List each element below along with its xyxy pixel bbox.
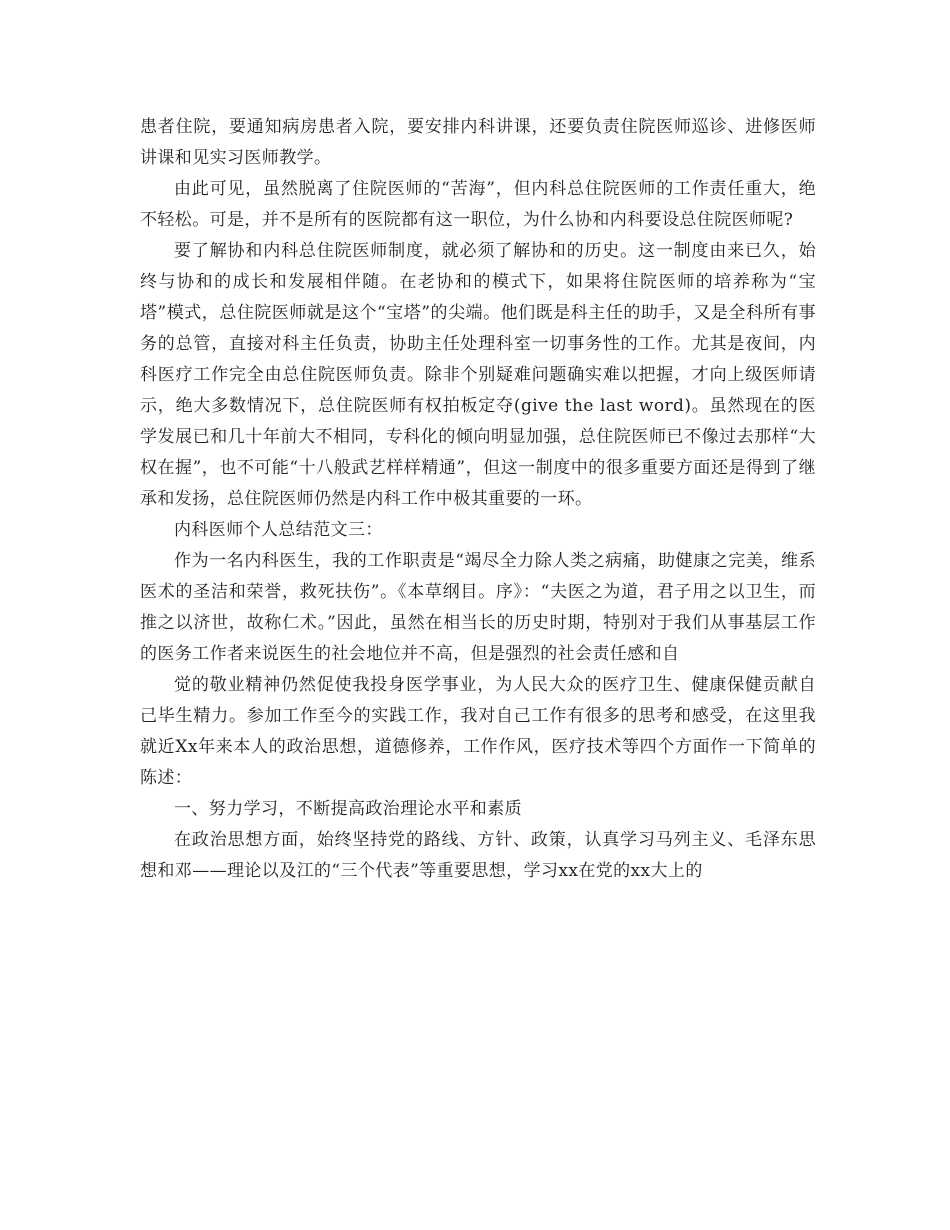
paragraph-6: 在政治思想方面，始终坚持党的路线、方针、政策，认真学习马列主义、毛泽东思想和邓——理论以及江的“三个代表”等重要思想，学习xx在党的xx大上的 xyxy=(140,830,816,881)
section-heading-study: 一、努力学习，不断提高政治理论水平和素质 xyxy=(174,799,522,819)
paragraph-5: 觉的敬业精神仍然促使我投身医学事业，为人民大众的医疗卫生、健康保健贡献自己毕生精力。参加工作至今的实践工作，我对自己工作有很多的思考和感受，在这里我就近Xx年来本人的政治思想，道德修养，工作作风，医疗技术等四个方面作一下简单的陈述： xyxy=(140,675,816,788)
paragraph-4: 作为一名内科医生，我的工作职责是“竭尽全力除人类之病痛，助健康之完美，维系医术的圣洁和荣誉，救死扶伤”。《本草纲目。序》：“夫医之为道，君子用之以卫生，而推之以济世，故称仁术。”因此，虽然在相当长的历史时期，特别对于我们从事基层工作的医务工作者来说医生的社会地位并不高，但是强烈的社会责任感和自 xyxy=(140,551,816,664)
paragraph-2: 由此可见，虽然脱离了住院医师的“苦海”，但内科总住院医师的工作责任重大，绝不轻松。可是，并不是所有的医院都有这一职位，为什么协和内科要设总住院医师呢? xyxy=(140,179,816,230)
paragraph-3: 要了解协和内科总住院医师制度，就必须了解协和的历史。这一制度由来已久，始终与协和的成长和发展相伴随。在老协和的模式下，如果将住院医师的培养称为“宝塔”模式，总住院医师就是这个“宝塔”的尖端。他们既是科主任的助手，又是全科所有事务的总管，直接对科主任负责，协助主任处理科室一切事务性的工作。尤其是夜间，内科医疗工作完全由总住院医师负责。除非个别疑难问题确实难以把握，才向上级医师请示，绝大多数情况下，总住院医师有权拍板定夺(give the last word)。虽然现在的医学发展已和几十年前大不相同，专科化的倾向明显加强，总住院医师已不像过去那样“大权在握”，也不可能“十八般武艺样样精通”，但这一制度中的很多重要方面还是得到了继承和发扬，总住院医师仍然是内科工作中极其重要的一环。 xyxy=(140,241,816,509)
section-heading-sample-three: 内科医师个人总结范文三： xyxy=(174,520,383,540)
paragraph-1: 患者住院，要通知病房患者入院，要安排内科讲课，还要负责住院医师巡诊、进修医师讲课和见实习医师教学。 xyxy=(140,117,816,168)
document-body xyxy=(140,112,816,887)
